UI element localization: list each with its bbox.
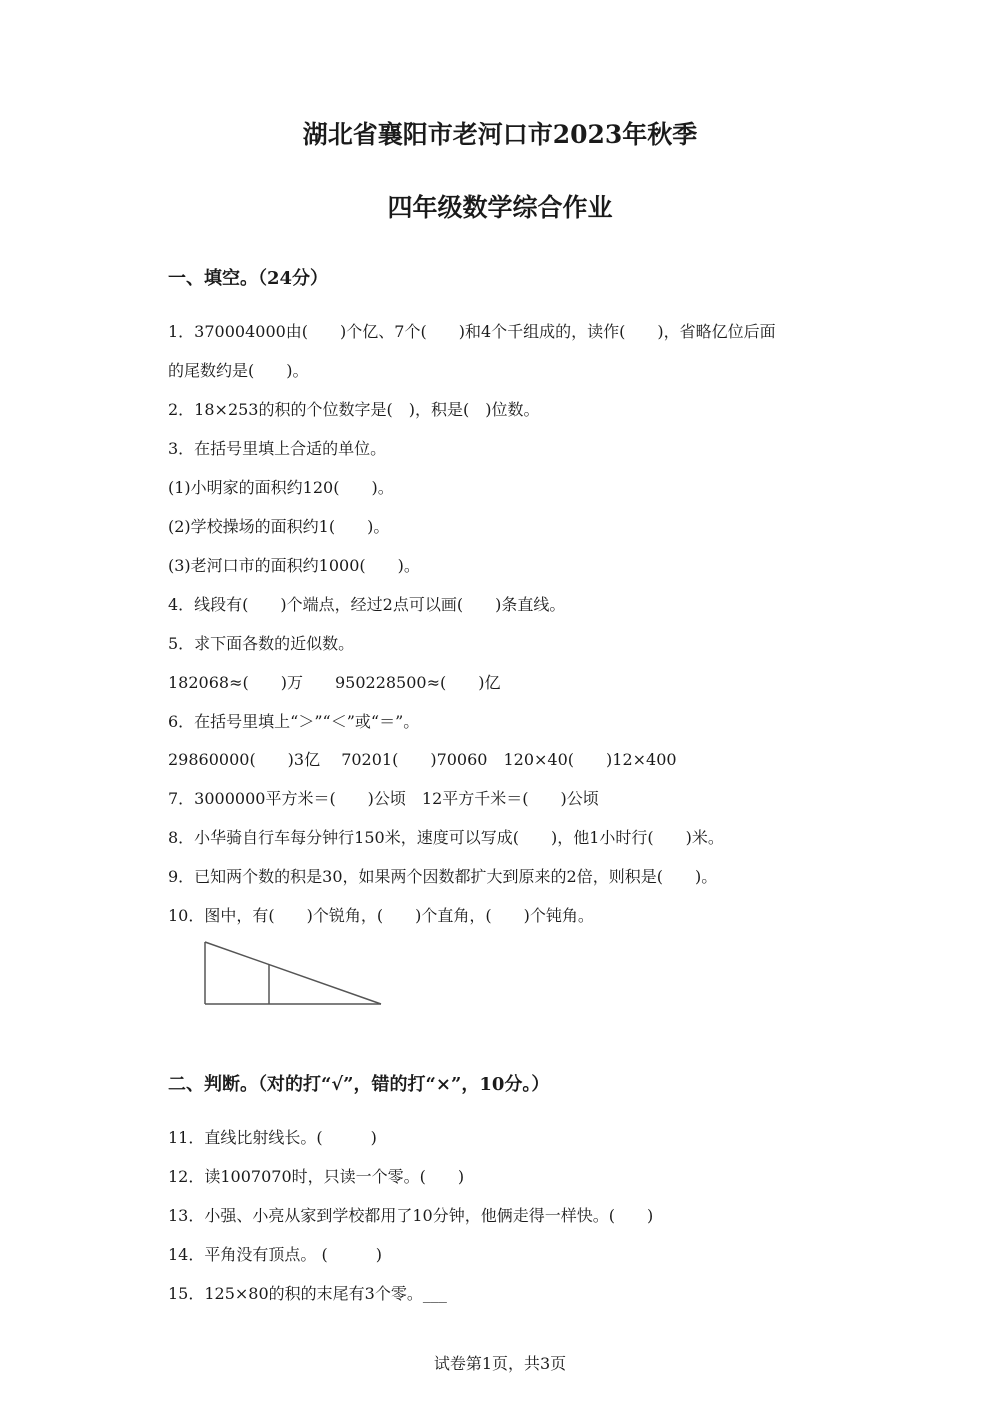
question-line: 4．线段有( )个端点，经过2点可以画( )条直线。 — [168, 595, 566, 614]
question-line: 12．读1007070时，只读一个零。( ) — [168, 1167, 465, 1186]
question-line: 10．图中，有( )个锐角，( )个直角，( )个钝角。 — [168, 906, 594, 925]
question-line: (3)老河口市的面积约1000( )。 — [168, 556, 420, 575]
question-line: 11．直线比射线长。( ) — [168, 1128, 377, 1147]
figure-hypotenuse — [205, 942, 381, 1004]
question-line: (2)学校操场的面积约1( )。 — [168, 517, 390, 536]
question-line: 1．370004000由( )个亿、7个( )和4个千组成的，读作( )，省略亿位后面 — [168, 322, 776, 341]
angle-figure — [200, 937, 390, 1009]
section-1-heading: 一、填空。（24分） — [168, 268, 329, 289]
question-line: 29860000( )3亿 70201( )70060 120×40( )12×400 — [168, 750, 677, 769]
page-footer: 试卷第1页，共3页 — [433, 1354, 567, 1373]
question-line: 3．在括号里填上合适的单位。 — [168, 439, 387, 458]
title-line-2: 四年级数学综合作业 — [387, 193, 613, 222]
question-line: 7．3000000平方米＝( )公顷 12平方千米＝( )公顷 — [168, 789, 599, 808]
question-line: 5．求下面各数的近似数。 — [168, 634, 355, 653]
question-line: 2．18×253的积的个位数字是( )，积是( )位数。 — [168, 400, 540, 419]
question-line: 182068≈( )万 950228500≈( )亿 — [168, 673, 501, 692]
question-line: 9．已知两个数的积是30，如果两个因数都扩大到原来的2倍，则积是( )。 — [168, 867, 718, 886]
question-line: 14．平角没有顶点。 ( ) — [168, 1245, 382, 1264]
question-line: 15．125×80的积的末尾有3个零。___ — [168, 1284, 447, 1303]
question-line: 8．小华骑自行车每分钟行150米，速度可以写成( )，他1小时行( )米。 — [168, 828, 724, 847]
question-line: 的尾数约是( )。 — [168, 361, 309, 380]
section-2-heading: 二、判断。（对的打“√”，错的打“×”，10分。） — [168, 1074, 550, 1095]
question-line: 6．在括号里填上“＞”“＜”或“＝”。 — [168, 712, 420, 731]
title-line-1: 湖北省襄阳市老河口市2023年秋季 — [302, 120, 698, 149]
question-line: (1)小明家的面积约120( )。 — [168, 478, 394, 497]
question-line: 13．小强、小亮从家到学校都用了10分钟，他俩走得一样快。( ) — [168, 1206, 654, 1225]
